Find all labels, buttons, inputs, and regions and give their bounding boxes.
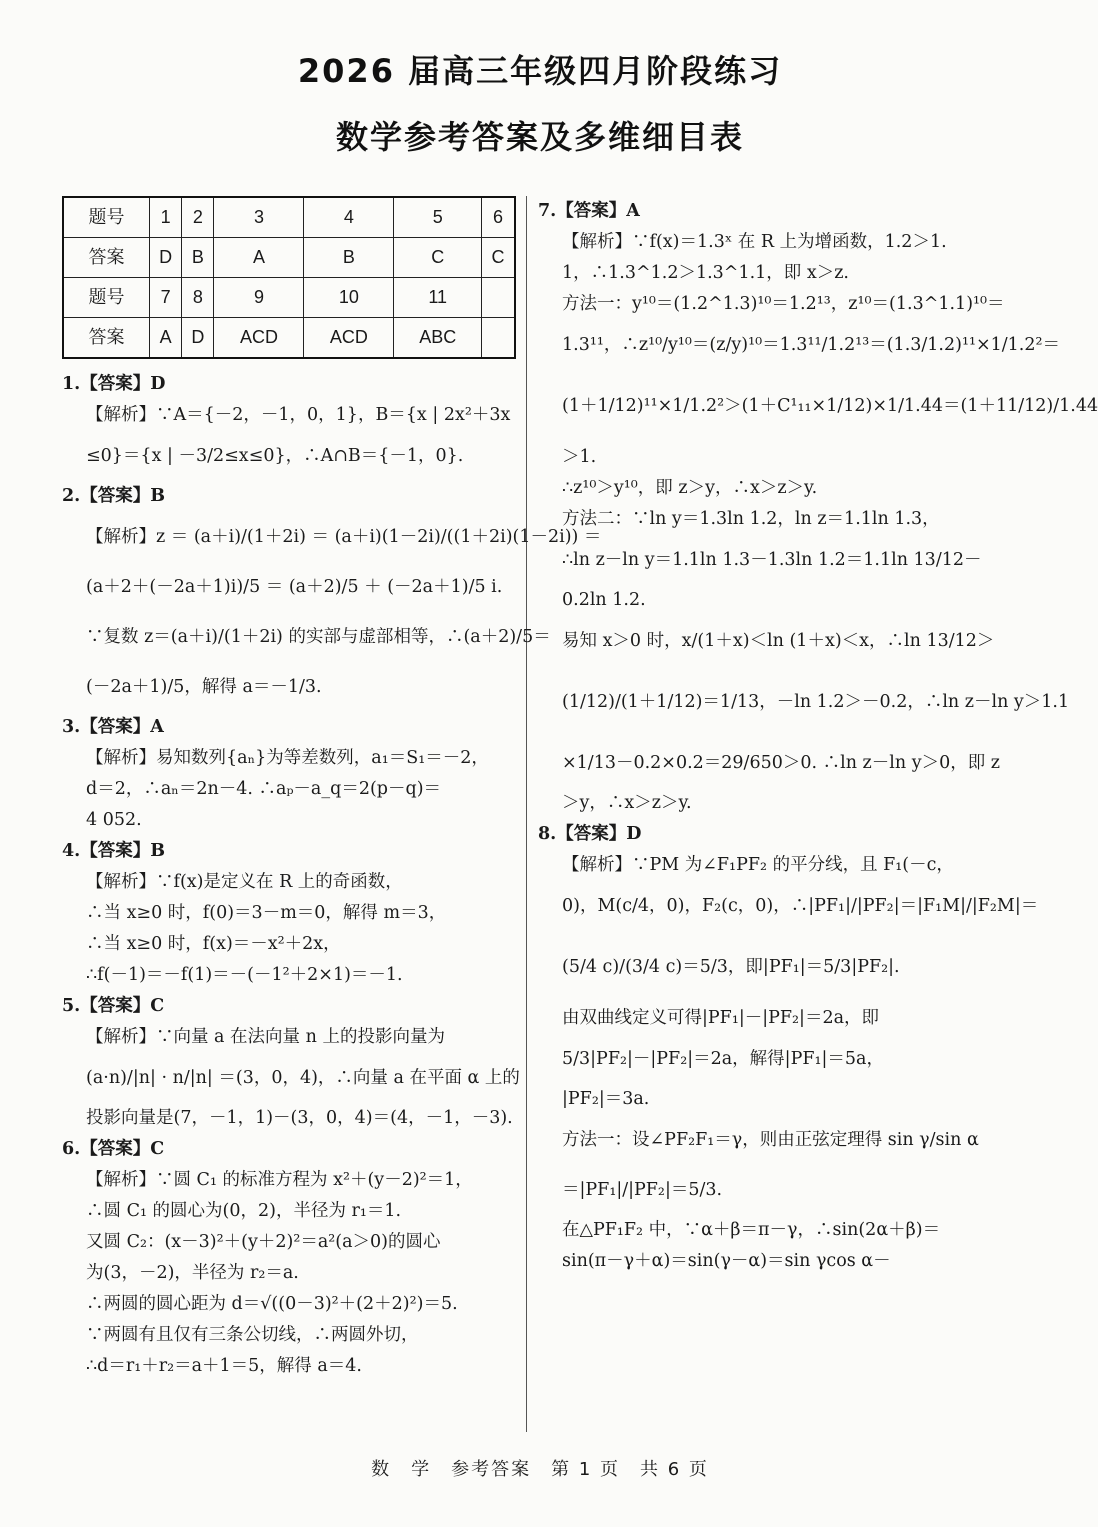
solution-line: (－2a＋1)/5，解得 a＝－1/3. <box>86 677 322 697</box>
solution-line: ≤0}＝{x | －3/2≤x≤0}，∴A∩B＝{－1，0}. <box>86 446 464 466</box>
answer-heading: 6.【答案】C <box>62 1139 165 1159</box>
solution-line: 【解析】z ＝ (a＋i)/(1＋2i) ＝ (a＋i)(1－2i)/((1＋2i)(1－2i)) ＝ <box>86 527 602 547</box>
page-footer: 数 学 参考答案 第 1 页 共 6 页 <box>371 1459 709 1480</box>
solution-line: 【解析】∵向量 a 在法向量 n 上的投影向量为 <box>86 1027 445 1047</box>
solution-line: 【解析】∵圆 C₁ 的标准方程为 x²＋(y－2)²＝1， <box>86 1170 473 1190</box>
table-cell: 题号 <box>63 278 149 318</box>
solution-line: 0)，M(c/4，0)，F₂(c，0)，∴|PF₁|/|PF₂|＝|F₁M|/|F₂M|＝ <box>562 896 1039 916</box>
solution-line: (5/4 c)/(3/4 c)＝5/3，即|PF₁|＝5/3|PF₂|. <box>562 957 900 977</box>
solution-line: (1/12)/(1＋1/12)＝1/13，－ln 1.2＞－0.2，∴ln z－ln y＞1.1 <box>562 692 1070 712</box>
solution-line: 【解析】∵PM 为∠F₁PF₂ 的平分线，且 F₁(－c， <box>562 855 954 875</box>
solution-line: ∴两圆的圆心距为 d＝√((0－3)²＋(2＋2)²)＝5. <box>86 1294 458 1314</box>
solution-line: ∴当 x≥0 时，f(0)＝3－m＝0，解得 m＝3， <box>86 903 447 923</box>
solution-line: ＞1. <box>562 447 597 467</box>
table-row <box>63 318 515 359</box>
solution-line: 【解析】∵f(x)是定义在 R 上的奇函数， <box>86 872 403 892</box>
answer-heading: 8.【答案】D <box>538 824 642 844</box>
solution-line: (1＋1/12)¹¹×1/1.2²＞(1＋C¹₁₁×1/12)×1/1.44＝(1＋11/12)/1.44 <box>562 396 1098 416</box>
solution-line: ＝|PF₁|/|PF₂|＝5/3. <box>562 1180 723 1200</box>
solution-line: 投影向量是(7，－1，1)－(3，0，4)＝(4，－1，－3). <box>86 1108 513 1128</box>
table-row <box>63 197 515 238</box>
solution-line: ∴当 x≥0 时，f(x)＝－x²＋2x， <box>86 934 341 954</box>
table-cell: B <box>304 238 394 278</box>
solution-line: 1.3¹¹，∴z¹⁰/y¹⁰＝(z/y)¹⁰＝1.3¹¹/1.2¹³＝(1.3/1.2)¹¹×1/1.2²＝ <box>562 335 1061 355</box>
table-cell <box>482 278 515 318</box>
right-column <box>538 196 1098 1277</box>
table-cell: 9 <box>214 278 304 318</box>
solution-line: (a＋2＋(－2a＋1)i)/5 ＝ (a＋2)/5 ＋ (－2a＋1)/5 i. <box>86 577 503 597</box>
table-cell: 答案 <box>63 318 149 359</box>
solution-line: ×1/13－0.2×0.2＝29/650＞0. ∴ln z－ln y＞0，即 z <box>562 753 1000 773</box>
solution-line: 5/3|PF₂|－|PF₂|＝2a，解得|PF₁|＝5a， <box>562 1049 884 1069</box>
table-cell: B <box>182 238 214 278</box>
table-cell: A <box>214 238 304 278</box>
answer-heading: 4.【答案】B <box>62 841 166 861</box>
table-cell: D <box>182 318 214 359</box>
table-row <box>63 238 515 278</box>
answer-heading: 3.【答案】A <box>62 717 164 737</box>
solution-line: 0.2ln 1.2. <box>562 590 646 610</box>
solution-line: 【解析】易知数列{aₙ}为等差数列，a₁＝S₁＝－2， <box>86 748 489 768</box>
table-cell: 4 <box>304 197 394 238</box>
solution-line: 1，∴1.3^1.2＞1.3^1.1，即 x＞z. <box>562 263 849 283</box>
table-cell: 2 <box>182 197 214 238</box>
solution-line: 为(3，－2)，半径为 r₂＝a. <box>86 1263 299 1283</box>
solution-line: 易知 x＞0 时，x/(1＋x)＜ln (1＋x)＜x，∴ln 13/12＞ <box>562 631 995 651</box>
solution-line: ∴ln z－ln y＝1.1ln 1.3－1.3ln 1.2＝1.1ln 13/12－ <box>562 550 982 570</box>
table-cell: 答案 <box>63 238 149 278</box>
table-cell: 8 <box>182 278 214 318</box>
solution-line: 方法一：y¹⁰＝(1.2^1.3)¹⁰＝1.2¹³，z¹⁰＝(1.3^1.1)¹⁰＝ <box>562 294 1005 314</box>
solution-line: ＞y，∴x＞z＞y. <box>562 793 692 813</box>
table-cell: 题号 <box>63 197 149 238</box>
table-cell: 7 <box>149 278 181 318</box>
solution-line: 在△PF₁F₂ 中，∵α＋β＝π－γ，∴sin(2α＋β)＝ <box>562 1220 941 1240</box>
table-row <box>63 278 515 318</box>
solution-line: 【解析】∵f(x)＝1.3ˣ 在 R 上为增函数，1.2＞1. <box>562 232 947 252</box>
table-cell: 5 <box>394 197 482 238</box>
table-cell: ABC <box>394 318 482 359</box>
solution-line: ∴圆 C₁ 的圆心为(0，2)，半径为 r₁＝1. <box>86 1201 402 1221</box>
table-cell: C <box>482 238 515 278</box>
answer-heading: 7.【答案】A <box>538 201 640 221</box>
table-cell: 6 <box>482 197 515 238</box>
answer-heading: 1.【答案】D <box>62 374 166 394</box>
table-cell: 3 <box>214 197 304 238</box>
table-cell: 11 <box>394 278 482 318</box>
table-cell: D <box>149 238 181 278</box>
solution-line: ∴f(－1)＝－f(1)＝－(－1²＋2×1)＝－1. <box>86 965 403 985</box>
table-cell: 10 <box>304 278 394 318</box>
table-cell: 1 <box>149 197 181 238</box>
table-cell: ACD <box>214 318 304 359</box>
column-divider <box>526 196 527 1432</box>
solution-line: sin(π－γ＋α)＝sin(γ－α)＝sin γcos α－ <box>562 1251 891 1271</box>
page-subtitle: 数学参考答案及多维细目表 <box>335 118 744 156</box>
solution-line: 【解析】∵A＝{－2，－1，0，1}，B＝{x | 2x²＋3x <box>86 405 511 425</box>
solution-line: 4 052. <box>86 810 142 830</box>
solution-line: ∵两圆有且仅有三条公切线，∴两圆外切， <box>86 1325 419 1345</box>
solution-line: ∴d＝r₁＋r₂＝a＋1＝5，解得 a＝4. <box>86 1356 362 1376</box>
solution-line: (a·n)/|n| · n/|n| ＝(3，0，4)，∴向量 a 在平面 α 上的 <box>86 1068 520 1088</box>
solution-line: 又圆 C₂：(x－3)²＋(y＋2)²＝a²(a＞0)的圆心 <box>86 1232 441 1252</box>
solution-line: ∴z¹⁰＞y¹⁰，即 z＞y，∴x＞z＞y. <box>562 478 818 498</box>
table-cell: ACD <box>304 318 394 359</box>
table-cell: C <box>394 238 482 278</box>
solution-line: 方法一：设∠PF₂F₁＝γ，则由正弦定理得 sin γ/sin α <box>562 1130 979 1150</box>
answer-table <box>62 196 516 359</box>
solution-line: 方法二：∵ln y＝1.3ln 1.2，ln z＝1.1ln 1.3， <box>562 509 940 529</box>
answer-heading: 5.【答案】C <box>62 996 165 1016</box>
table-cell: A <box>149 318 181 359</box>
table-cell <box>482 318 515 359</box>
answer-heading: 2.【答案】B <box>62 486 166 506</box>
solution-line: d＝2，∴aₙ＝2n－4. ∴aₚ－a_q＝2(p－q)＝ <box>86 779 442 799</box>
solution-line: ∵复数 z＝(a＋i)/(1＋2i) 的实部与虚部相等，∴(a＋2)/5＝ <box>86 627 551 647</box>
solution-line: |PF₂|＝3a. <box>562 1089 650 1109</box>
solution-line: 由双曲线定义可得|PF₁|－|PF₂|＝2a，即 <box>562 1008 880 1028</box>
page-title: 2026 届高三年级四月阶段练习 <box>297 52 783 90</box>
